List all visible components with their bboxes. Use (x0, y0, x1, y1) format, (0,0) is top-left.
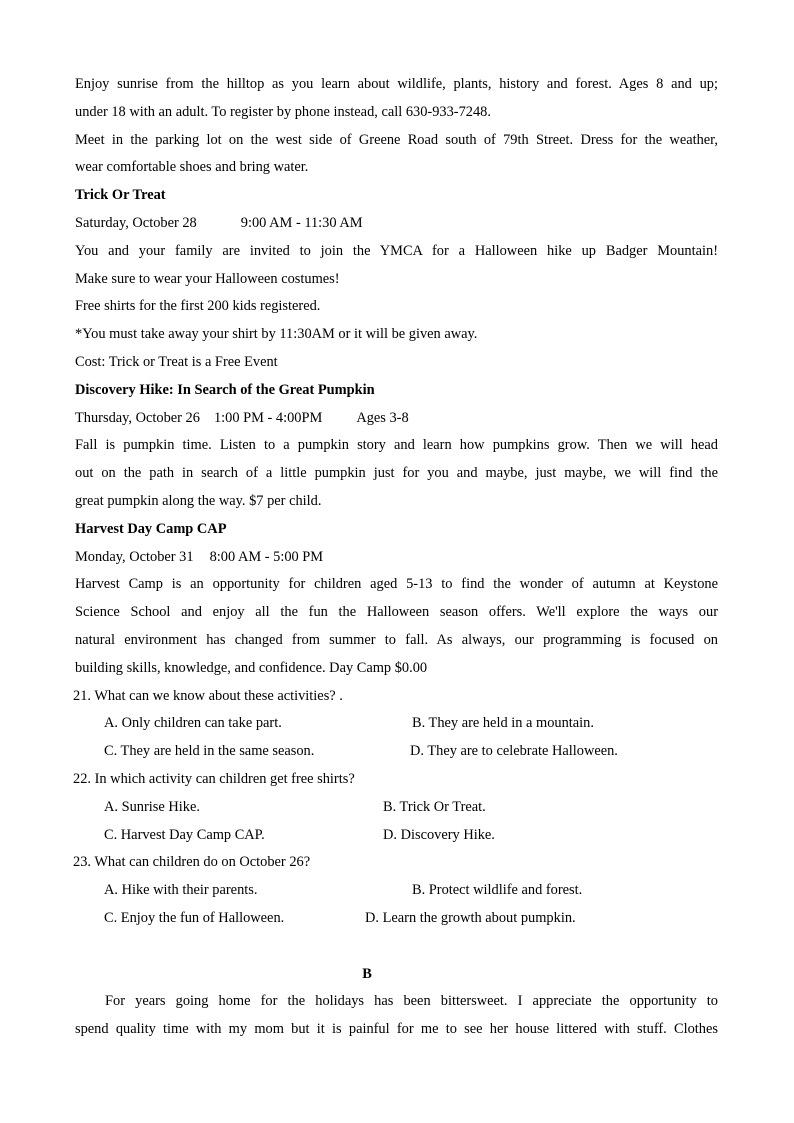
intro-line: wear comfortable shoes and bring water. (75, 159, 309, 176)
question-options-row (75, 877, 718, 905)
document-page (75, 71, 718, 1044)
activity-time: 8:00 AM - 5:00 PM (209, 548, 324, 565)
question-stem: 21. What can we know about these activities? . (73, 687, 343, 704)
spacer (75, 933, 718, 961)
question-options-row (75, 738, 718, 766)
passage-line: For years going home for the holidays has been bittersweet. I appreciate the opportunity to (105, 993, 718, 1010)
activity-text-line: Cost: Trick or Treat is a Free Event (75, 353, 278, 370)
intro-line: Meet in the parking lot on the west side of Greene Road south of 79th Street. Dress for the weather, (75, 131, 718, 148)
question-options-row (75, 905, 718, 933)
activity-text-line: great pumpkin along the way. $7 per child. (75, 492, 322, 509)
intro-line: under 18 with an adult. To register by phone instead, call 630-933-7248. (75, 103, 491, 120)
activity-schedule (75, 544, 718, 572)
option-b: B. Protect wildlife and forest. (412, 882, 583, 899)
activity-text-line: You and your family are invited to join the YMCA for a Halloween hike up Badger Mountain! (75, 242, 718, 259)
activity-text-line: natural environment has changed from summer to fall. As always, our programming is focused on (75, 631, 718, 648)
option-c: C. Harvest Day Camp CAP. (104, 826, 265, 843)
activity-text-line: *You must take away your shirt by 11:30AM or it will be given away. (75, 326, 478, 343)
activity-date: Thursday, October 26 (75, 409, 200, 426)
section-heading: B (362, 965, 372, 982)
activity-text-line: Make sure to wear your Halloween costumes! (75, 270, 340, 287)
activity-date: Monday, October 31 (75, 548, 194, 565)
activity-text-line: Science School and enjoy all the fun the Halloween season offers. We'll explore the ways our (75, 604, 718, 621)
passage-line: spend quality time with my mom but it is painful for me to see her house littered with stuff. Clothes (75, 1021, 718, 1038)
option-a: A. Sunrise Hike. (104, 798, 200, 815)
option-b: B. They are held in a mountain. (412, 715, 594, 732)
activity-text-line: Free shirts for the first 200 kids registered. (75, 298, 321, 315)
question-stem: 23. What can children do on October 26? (73, 854, 311, 871)
option-b: B. Trick Or Treat. (383, 798, 486, 815)
option-a: A. Hike with their parents. (104, 882, 258, 899)
activity-title-trick-or-treat: Trick Or Treat (75, 187, 166, 204)
option-c: C. Enjoy the fun of Halloween. (104, 909, 285, 926)
activity-schedule (75, 405, 718, 433)
question-options-row (75, 710, 718, 738)
option-d: D. Discovery Hike. (383, 826, 495, 843)
option-d: D. Learn the growth about pumpkin. (365, 909, 576, 926)
activity-ages: Ages 3-8 (356, 409, 409, 426)
activity-date: Saturday, October 28 (75, 214, 197, 231)
question-options-row (75, 822, 718, 850)
activity-title-harvest-day-camp: Harvest Day Camp CAP (75, 520, 227, 537)
activity-time: 1:00 PM - 4:00PM (213, 409, 323, 426)
activity-title-discovery-hike: Discovery Hike: In Search of the Great Pumpkin (75, 381, 375, 398)
activity-schedule (75, 210, 718, 238)
activity-text-line: Harvest Camp is an opportunity for children aged 5-13 to find the wonder of autumn at Keystone (75, 576, 718, 593)
question-stem: 22. In which activity can children get free shirts? (73, 770, 355, 787)
activity-time: 9:00 AM - 11:30 AM (240, 214, 363, 231)
option-d: D. They are to celebrate Halloween. (410, 743, 618, 760)
activity-text-line: building skills, knowledge, and confidence. Day Camp $0.00 (75, 659, 428, 676)
question-options-row (75, 794, 718, 822)
option-c: C. They are held in the same season. (104, 743, 315, 760)
intro-line: Enjoy sunrise from the hilltop as you learn about wildlife, plants, history and forest. Ages 8 and up; (75, 76, 718, 92)
activity-text-line: Fall is pumpkin time. Listen to a pumpkin story and learn how pumpkins grow. Then we will head (75, 437, 718, 454)
activity-text-line: out on the path in search of a little pumpkin just for you and maybe, just maybe, we will find the (75, 465, 718, 482)
option-a: A. Only children can take part. (104, 715, 282, 732)
